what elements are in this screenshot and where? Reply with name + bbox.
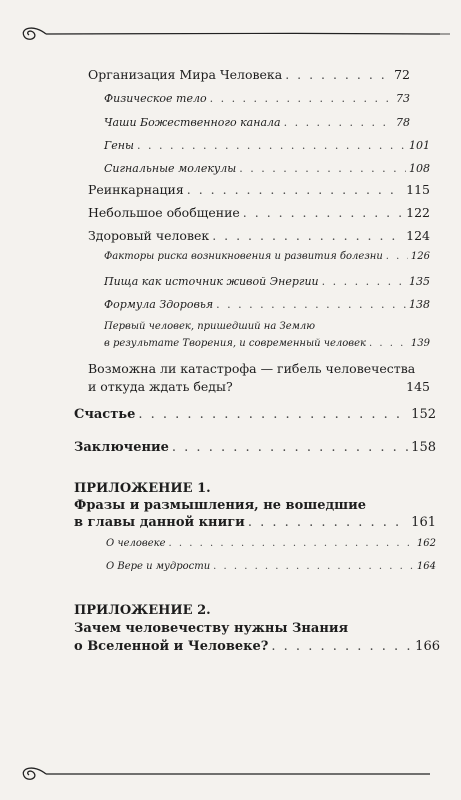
- toc-chapter-title: Счастье: [74, 407, 136, 422]
- toc-entry-page: 122: [406, 205, 430, 220]
- dot-leader: [322, 275, 406, 288]
- dot-leader: [243, 205, 403, 220]
- dot-leader: [212, 228, 403, 243]
- toc-entry[interactable]: [104, 162, 430, 175]
- dot-leader: [285, 67, 391, 82]
- dot-leader: [369, 338, 408, 349]
- toc-entry-title: Пища как источник живой Энергии: [104, 275, 319, 288]
- dot-leader: [248, 515, 408, 530]
- toc-entry-page: 135: [409, 275, 430, 288]
- toc-appendix-1[interactable]: [74, 515, 436, 530]
- dot-leader: [138, 407, 408, 422]
- toc-entry[interactable]: [106, 538, 436, 549]
- toc-entry-page: 138: [409, 298, 430, 311]
- toc-chapter[interactable]: [74, 407, 436, 422]
- dot-leader: [213, 561, 414, 572]
- toc-chapter-page: 158: [411, 440, 436, 455]
- dot-leader: [137, 139, 406, 152]
- toc-entry[interactable]: [104, 92, 410, 105]
- appendix-2-title-line1: Зачем человечеству нужны Знания: [74, 621, 349, 636]
- toc-entry-title: О Вере и мудрости: [106, 561, 211, 572]
- dot-leader: [169, 538, 414, 549]
- dot-leader: [216, 298, 406, 311]
- toc-entry-title: Реинкарнация: [88, 182, 184, 197]
- toc-entry[interactable]: [88, 228, 430, 243]
- appendix-1-title-line1: Фразы и размышления, не вошедшие: [74, 498, 367, 513]
- toc-entry[interactable]: [88, 182, 430, 197]
- appendix-2-heading: ПРИЛОЖЕНИЕ 2.: [74, 603, 211, 618]
- toc-entry-page: 101: [409, 139, 430, 152]
- toc-entry-title-line1: Возможна ли катастрофа — гибель человечества: [88, 361, 416, 376]
- toc-entry-page: 78: [396, 116, 410, 129]
- toc-entry-page: 126: [410, 251, 430, 262]
- appendix-1-heading: ПРИЛОЖЕНИЕ 1.: [74, 481, 211, 496]
- toc-entry[interactable]: [104, 298, 430, 311]
- toc-entry-page: 115: [406, 182, 430, 197]
- appendix-2-title-line2: о Вселенной и Человеке?: [74, 639, 269, 654]
- toc-entry[interactable]: [104, 251, 430, 262]
- toc-entry-title: Формула Здоровья: [104, 298, 214, 311]
- dot-leader: [210, 92, 393, 105]
- toc-entry-title: Гены: [104, 139, 134, 152]
- toc-entry-title: Физическое тело: [104, 92, 207, 105]
- dot-leader: [386, 251, 408, 262]
- appendix-1-title-line2: в главы данной книги: [74, 515, 245, 530]
- dot-leader: [284, 116, 393, 129]
- toc-entry[interactable]: [88, 205, 430, 220]
- toc-entry-title: Небольшое обобщение: [88, 205, 240, 220]
- toc-appendix-2[interactable]: [74, 639, 440, 654]
- toc-entry[interactable]: [88, 67, 410, 82]
- toc-entry[interactable]: [104, 116, 410, 129]
- toc-entry-page: 164: [416, 561, 436, 572]
- dot-leader: [239, 162, 406, 175]
- toc-entry-title: Факторы риска возникновения и развития болезни: [104, 251, 383, 262]
- toc-entry-title: Здоровый человек: [88, 228, 210, 243]
- toc-entry-title: Сигнальные молекулы: [104, 162, 237, 175]
- toc-chapter-title: Заключение: [74, 440, 169, 455]
- dot-leader: [271, 639, 412, 654]
- toc-entry-page: 162: [416, 538, 436, 549]
- appendix-1-page: 161: [411, 515, 436, 530]
- toc-chapter-page: 152: [411, 407, 436, 422]
- toc-entry[interactable]: [104, 275, 430, 288]
- toc-entry-page: 124: [406, 228, 430, 243]
- toc-entry-title: Организация Мира Человека: [88, 67, 283, 82]
- toc-entry-page: 108: [409, 162, 430, 175]
- toc-entry[interactable]: [104, 338, 430, 349]
- toc-entry-title: О человеке: [106, 538, 166, 549]
- toc-chapter[interactable]: [74, 440, 436, 455]
- toc-entry[interactable]: [88, 379, 430, 394]
- toc-entry-page: 72: [394, 67, 410, 82]
- toc-entry-page: 73: [396, 92, 410, 105]
- toc-entry-title-line2: в результате Творения, и современный человек: [104, 338, 367, 349]
- toc-entry-page: 145: [406, 379, 430, 394]
- toc-entry-title-line1: Первый человек, пришедший на Землю: [104, 321, 316, 332]
- appendix-2-page: 166: [415, 639, 440, 654]
- toc-entry[interactable]: [104, 139, 430, 152]
- toc-entry[interactable]: [106, 561, 436, 572]
- dot-leader: [172, 440, 408, 455]
- dot-leader: [187, 182, 403, 197]
- toc-entry-title: Чаши Божественного канала: [104, 116, 281, 129]
- toc-entry-page: 139: [410, 338, 430, 349]
- toc-entry-title-line2: и откуда ждать беды?: [88, 379, 233, 394]
- bottom-ornament-icon: [0, 762, 461, 786]
